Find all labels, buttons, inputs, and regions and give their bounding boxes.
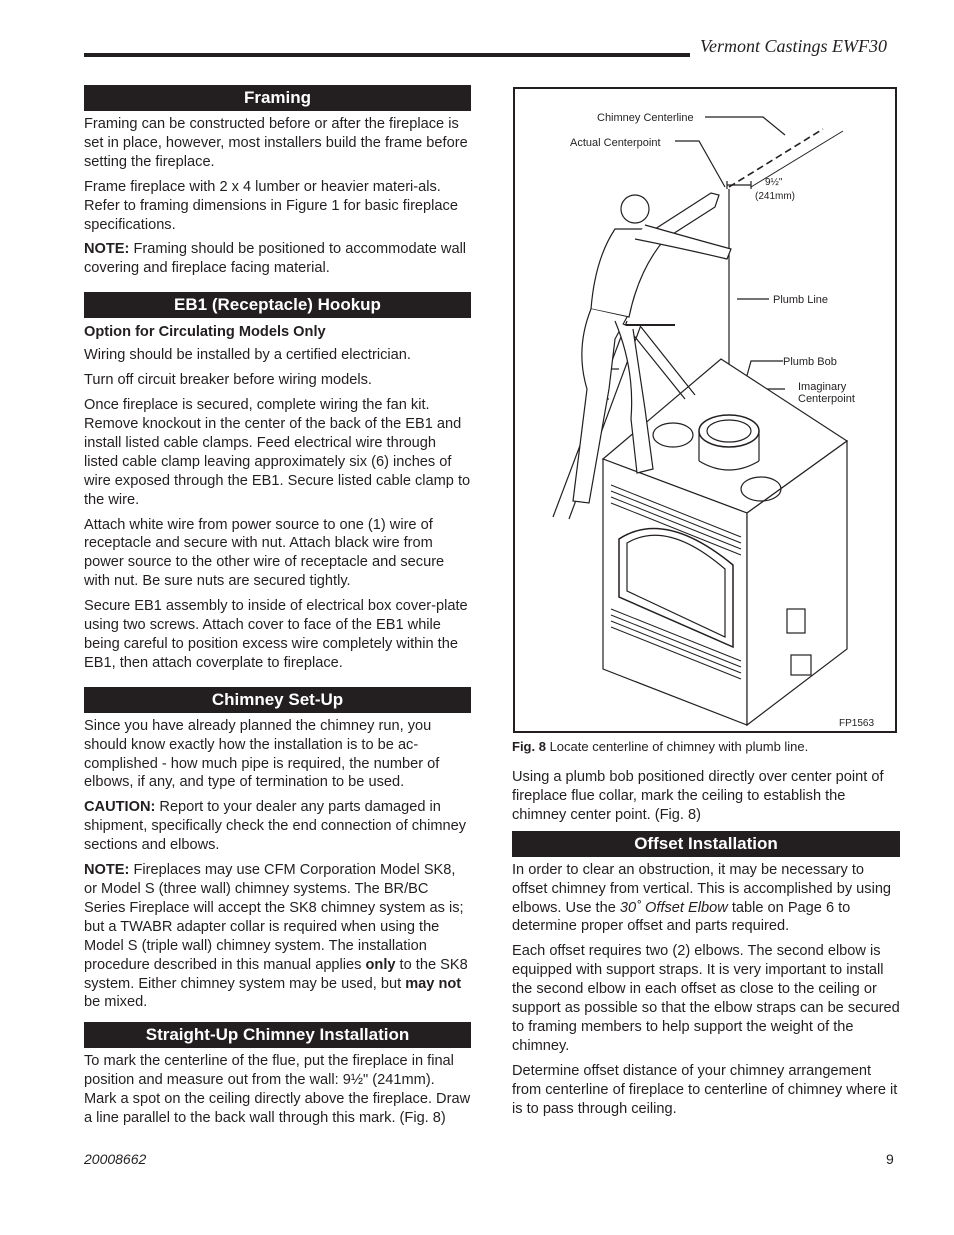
label-imaginary: Imaginary (798, 381, 847, 393)
note-bold: only (365, 956, 396, 973)
offset-paragraph-3: Determine offset distance of your chimney arrangement from centerline of fireplace to centerline of chimney where it is to pass through ceiling. (512, 1062, 898, 1117)
offset-paragraph-2: Each offset requires two (2) elbows. The second elbow is equipped with support straps. It is very important to install the second elbow in each offset as close to the ceiling or support as possible so that the elbow straps can be secured to framing members to help support the weight of the chimney. (512, 943, 900, 1054)
plumb-bob-paragraph: Using a plumb bob positioned directly over center point of fireplace flue collar, mark the ceiling to establish the chimney center point. (Fig. 8) (512, 769, 884, 823)
caption-label: Fig. 8 (512, 739, 546, 754)
caption-text: Locate centerline of chimney with plumb line. (545, 739, 809, 754)
framing-note (84, 240, 471, 278)
straight-paragraph-1: To mark the centerline of the flue, put the fireplace in final position and measure out from the wall: 9½" (241mm). Mark a spot on the ceiling directly above the fireplace. Draw a line parallel to the back wall through this mark. (Fig. 8) (84, 1053, 471, 1127)
figure-caption (512, 739, 808, 754)
section-heading-framing: Framing (84, 85, 471, 111)
label-dimension-in: 9½" (765, 177, 783, 188)
note-label: NOTE: (84, 862, 130, 879)
page-number: 9 (886, 1151, 894, 1167)
note-text: be mixed. (84, 994, 148, 1011)
label-centerpoint: Centerpoint (798, 393, 855, 405)
eb1-paragraph-1: Wiring should be installed by a certified electrician. (84, 347, 411, 364)
note-text: Framing should be positioned to accommodate wall covering and fireplace facing material. (84, 241, 467, 277)
framing-paragraph-1: Framing can be constructed before or after the fireplace is set in place, however, most installers build the frame before setting the fireplace. (84, 116, 468, 170)
eb1-paragraph-5: Secure EB1 assembly to inside of electrical box cover-plate using two screws. Attach cover to face of the EB1 while being careful to position excess wire completely within the EB1, then attach coverplate to fireplace. (84, 598, 468, 671)
section-heading-eb1: EB1 (Receptacle) Hookup (84, 292, 471, 318)
header-title: Vermont Castings EWF30 (700, 36, 887, 56)
note-label: NOTE: (84, 241, 130, 258)
label-chimney-centerline: Chimney Centerline (597, 112, 694, 124)
offset-text: In order to clear an obstruction, it may be necessary to offset chimney from vertical. This is accomplished by using elbows. Use the (512, 861, 892, 916)
offset-paragraph-1 (512, 861, 900, 937)
offset-text: table on Page 6 to determine proper offset and parts required. (512, 899, 851, 935)
offset-elbow-reference: 30˚ Offset Elbow (619, 899, 728, 916)
framing-paragraph-2: Frame fireplace with 2 x 4 lumber or heavier materi-als. Refer to framing dimensions in Figure 1 for basic fireplace specifications. (84, 178, 458, 233)
chimney-note (84, 861, 471, 1012)
caution-text: Report to your dealer any parts damaged in shipment, specifically check the end connection of chimney sections and elbows. (84, 799, 467, 854)
label-plumb-bob: Plumb Bob (783, 356, 837, 368)
eb1-paragraph-4: Attach white wire from power source to one (1) wire of receptacle and secure with nut. Attach black wire from power source to the other wire of receptacle and secure with nut. Be sure nuts are secured tightly. (84, 516, 445, 590)
figure-code: FP1563 (839, 718, 875, 729)
section-heading-offset: Offset Installation (512, 831, 900, 857)
note-text: Fireplaces may use CFM Corporation Model SK8, or Model S (three wall) chimney systems. The BR/BC Series Fireplace will accept the SK8 chimney system as is; but a TWABR adapter collar is required when using the Model S (triple wall) chimney system. The installation procedure described in this manual applies (84, 862, 464, 973)
label-plumb-line: Plumb Line (773, 294, 829, 306)
label-actual-centerpoint: Actual Centerpoint (570, 137, 661, 149)
figure-8 (513, 87, 897, 733)
right-column (512, 768, 900, 1125)
header-rule (84, 53, 690, 57)
chimney-paragraph-1: Since you have already planned the chimney run, you should know exactly how the installation is to be ac-complished - how much pipe is required, the number of elbows, if any, and type of termination to be used. (84, 717, 440, 791)
label-dimension-mm: (241mm) (755, 191, 796, 202)
eb1-paragraph-3: Once fireplace is secured, complete wiring the fan kit. Remove knockout in the center of the back of the EB1 and install listed cable clamps. Feed electrical wire through listed cable clamp leaving approximately six (6) inches of wire exposed through the EB1. Secure listed cable clamp to the wire. (84, 397, 471, 508)
note-text: to the SK8 system. Either chimney system may be used, but (84, 956, 468, 992)
caution-label: CAUTION: (84, 799, 156, 816)
note-bold: may not (405, 975, 462, 992)
left-column (84, 85, 471, 1134)
eb1-paragraph-2: Turn off circuit breaker before wiring models. (84, 372, 372, 389)
chimney-caution (84, 798, 471, 855)
eb1-subheading: Option for Circulating Models Only (84, 324, 326, 341)
section-heading-chimney: Chimney Set-Up (84, 687, 471, 713)
plumb-line-illustration (515, 89, 895, 731)
section-heading-straight-up: Straight-Up Chimney Installation (84, 1022, 471, 1048)
document-number: 20008662 (84, 1151, 147, 1167)
